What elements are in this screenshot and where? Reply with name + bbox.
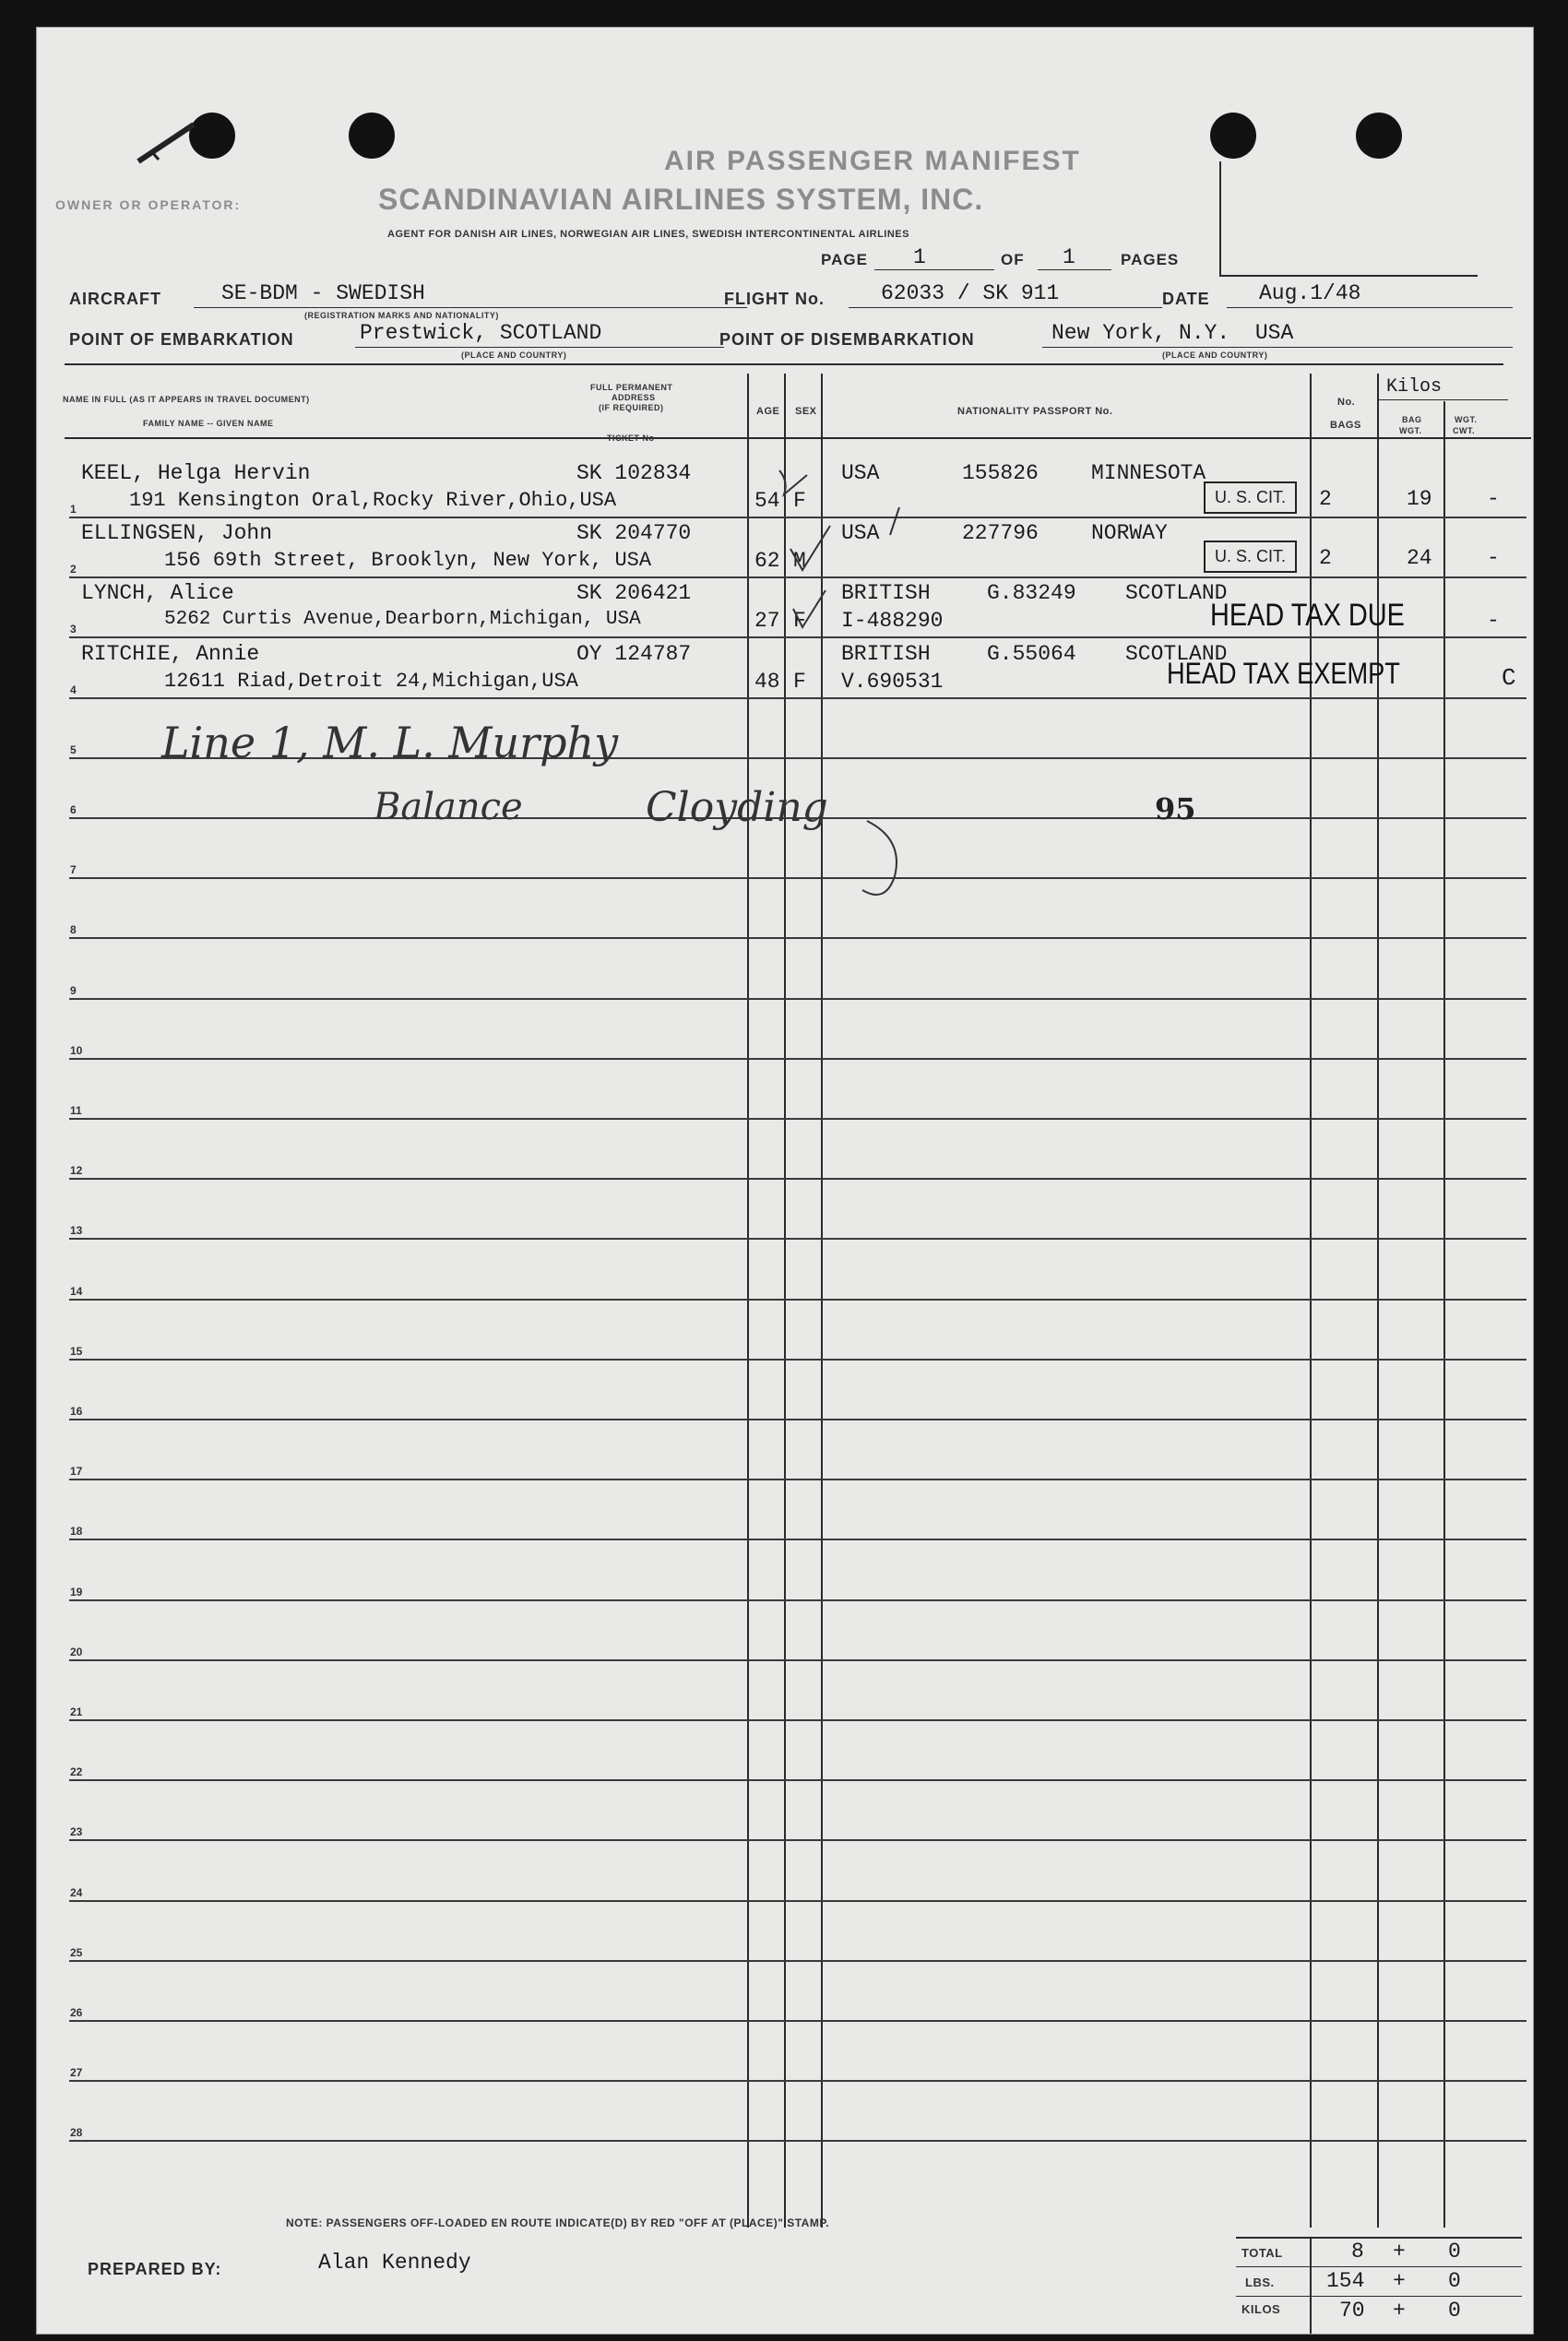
totals-rule: [1236, 2237, 1522, 2239]
passenger-sex: F: [793, 489, 806, 513]
col-wgtcwt-header: WGT.: [1455, 415, 1478, 424]
passenger-ticket: SK 102834: [576, 461, 692, 485]
passenger-extra: SCOTLAND: [1125, 642, 1228, 666]
row-number: 13: [70, 1224, 83, 1237]
prepared-by-label: PREPARED BY:: [88, 2260, 222, 2278]
row-rule: [69, 877, 1526, 879]
row-number: 26: [70, 2006, 83, 2019]
row-number: 20: [70, 1646, 83, 1658]
passenger-sex: F: [793, 609, 806, 633]
operator-label: OWNER OR OPERATOR:: [55, 197, 242, 212]
operator-name: SCANDINAVIAN AIRLINES SYSTEM, INC.: [378, 183, 984, 216]
col-age-header: AGE: [756, 406, 780, 417]
page-number: 95: [1155, 791, 1196, 826]
disembarkation-value: New York, N.Y. USA: [1051, 321, 1294, 345]
row-number: 23: [70, 1825, 83, 1838]
aircraft-underline: [194, 307, 747, 308]
agent-line: AGENT FOR DANISH AIR LINES, NORWEGIAN AIR LINES, SWEDISH INTERCONTINENTAL AIRLINES: [387, 229, 909, 240]
row-number: 21: [70, 1705, 83, 1718]
row-rule: [69, 998, 1526, 1000]
kilos-heading: Kilos: [1386, 376, 1443, 398]
punch-hole: [1356, 113, 1402, 159]
us-citizen-stamp: U. S. CIT.: [1204, 541, 1297, 573]
kilos-value: 70: [1339, 2299, 1365, 2323]
prepared-by-value: Alan Kennedy: [318, 2251, 471, 2275]
passenger-name: LYNCH, Alice: [81, 581, 234, 605]
passenger-bag-weight: 19: [1407, 487, 1432, 511]
col-bagwgt-header-2: WGT.: [1399, 426, 1422, 435]
passenger-extra: MINNESOTA: [1091, 461, 1206, 485]
page-label: PAGE: [821, 251, 868, 268]
passenger-bags: 2: [1319, 546, 1332, 570]
embark-underline: [355, 347, 724, 348]
row-number: 18: [70, 1525, 83, 1538]
row-number: 12: [70, 1164, 83, 1177]
passenger-nationality: USA: [841, 521, 880, 545]
lbs-plus-value: 0: [1448, 2269, 1461, 2293]
aircraft-caption: (REGISTRATION MARKS AND NATIONALITY): [304, 311, 499, 320]
bracket-line: [1219, 161, 1221, 277]
row-rule: [69, 2140, 1526, 2142]
passenger-address: 191 Kensington Oral,Rocky River,Ohio,USA: [129, 489, 617, 512]
passenger-sex: M: [793, 549, 806, 573]
row-number: 24: [70, 1886, 83, 1899]
kilos-label: KILOS: [1241, 2302, 1281, 2316]
row-rule: [69, 1839, 1526, 1841]
form-title: AIR PASSENGER MANIFEST: [664, 146, 1081, 176]
head-tax-exempt-stamp: HEAD TAX EXEMPT: [1167, 657, 1400, 690]
row-number: 8: [70, 923, 77, 936]
row-rule: [69, 1058, 1526, 1060]
row-number: 4: [70, 683, 77, 696]
passenger-ticket: SK 206421: [576, 581, 692, 605]
passenger-wgt-cwt: -: [1487, 487, 1500, 511]
row-rule: [69, 1539, 1526, 1540]
passenger-age: 27: [754, 609, 780, 633]
passenger-address: 156 69th Street, Brooklyn, New York, USA: [164, 549, 652, 572]
totals-rule: [1236, 2266, 1522, 2267]
passenger-nationality: BRITISH: [841, 581, 931, 605]
bracket-line: [1219, 275, 1478, 277]
row-rule: [69, 1359, 1526, 1361]
row-number: 11: [70, 1104, 82, 1117]
punch-hole: [1210, 113, 1256, 159]
embarkation-caption: (PLACE AND COUNTRY): [461, 351, 567, 360]
col-wgtcwt-header-2: CWT.: [1453, 426, 1475, 435]
col-nationality-header: NATIONALITY PASSPORT No.: [957, 406, 1113, 417]
passenger-name: RITCHIE, Annie: [81, 642, 260, 666]
row-rule: [69, 1118, 1526, 1120]
row-number: 28: [70, 2126, 83, 2139]
passenger-name: ELLINGSEN, John: [81, 521, 273, 545]
pages-label: PAGES: [1121, 251, 1180, 268]
row-rule: [69, 1479, 1526, 1480]
row-rule: [69, 937, 1526, 939]
row-number: 9: [70, 984, 77, 997]
passenger-address: 5262 Curtis Avenue,Dearborn,Michigan, USA: [164, 609, 641, 630]
col-name-header: NAME IN FULL (AS IT APPEARS IN TRAVEL DOCUMENT): [63, 395, 310, 404]
of-underline: [1038, 269, 1111, 270]
total-plus-sign: +: [1393, 2240, 1406, 2264]
row-rule: [69, 2080, 1526, 2082]
row-number: 5: [70, 743, 77, 756]
row-number: 10: [70, 1044, 83, 1057]
page-value: 1: [913, 245, 926, 269]
passenger-age: 62: [754, 549, 780, 573]
row-rule: [69, 1599, 1526, 1601]
disembarkation-label: POINT OF DISEMBARKATION: [719, 330, 975, 349]
row-number: 27: [70, 2066, 83, 2079]
table-top-rule: [65, 363, 1503, 365]
handwritten-signature: Cloyding: [646, 784, 828, 831]
col-bagwgt-header: BAG: [1402, 415, 1422, 424]
passenger-address: 12611 Riad,Detroit 24,Michigan,USA: [164, 670, 578, 693]
totals-divider: [1310, 2237, 1312, 2334]
row-rule: [69, 1779, 1526, 1781]
passenger-extra: NORWAY: [1091, 521, 1168, 545]
passenger-wgt-cwt: -: [1487, 546, 1500, 570]
punch-hole: [349, 113, 395, 159]
row-number: 6: [70, 803, 77, 816]
lbs-value: 154: [1326, 2269, 1365, 2293]
flight-value: 62033 / SK 911: [881, 281, 1060, 305]
row-rule: [69, 1178, 1526, 1180]
col-address-header: FULL PERMANENT: [590, 383, 673, 392]
embarkation-value: Prestwick, SCOTLAND: [360, 321, 602, 345]
row-rule: [69, 1960, 1526, 1962]
passenger-passport: G.55064: [987, 642, 1076, 666]
row-rule: [69, 1419, 1526, 1420]
row-number: 7: [70, 863, 77, 876]
passenger-wgt-cwt: -: [1487, 609, 1500, 633]
flight-label: FLIGHT No.: [724, 290, 825, 308]
row-number: 15: [70, 1345, 83, 1358]
flight-underline: [849, 307, 1162, 308]
passenger-passport-2: V.690531: [841, 670, 944, 694]
passenger-extra: SCOTLAND: [1125, 581, 1228, 605]
check-mark-icon: [752, 461, 862, 701]
manifest-sheet: [37, 28, 1533, 2334]
staple-mark-icon: [129, 115, 212, 171]
date-value: Aug.1/48: [1259, 281, 1361, 305]
row-rule: [69, 1238, 1526, 1240]
total-value: 8: [1351, 2240, 1364, 2264]
disembark-underline: [1042, 347, 1513, 348]
signature-flourish-icon: [849, 802, 950, 913]
col-divider-bagwgt: [1443, 401, 1445, 2228]
lbs-plus-sign: +: [1393, 2269, 1406, 2293]
col-bags-header-2: BAGS: [1330, 420, 1361, 431]
date-underline: [1227, 307, 1513, 308]
row-rule: [69, 1299, 1526, 1301]
total-label: TOTAL: [1241, 2246, 1283, 2260]
col-name-subheader: FAMILY NAME -- GIVEN NAME: [143, 419, 274, 428]
col-address-header-2: ADDRESS: [612, 393, 656, 402]
disembarkation-caption: (PLACE AND COUNTRY): [1162, 351, 1268, 360]
col-divider-nationality: [1310, 374, 1312, 2228]
row-rule: [69, 1659, 1526, 1661]
row-number: 17: [70, 1465, 83, 1478]
col-divider-name: [747, 374, 749, 2228]
passenger-bags: 2: [1319, 487, 1332, 511]
offload-note: NOTE: PASSENGERS OFF-LOADED EN ROUTE INDICATE(D) BY RED "OFF AT (PLACE)" STAMP.: [286, 2216, 830, 2229]
us-citizen-stamp: U. S. CIT.: [1204, 481, 1297, 514]
passenger-passport: G.83249: [987, 581, 1076, 605]
row-number: 22: [70, 1765, 83, 1778]
row-number: 2: [70, 563, 77, 576]
total-plus-value: 0: [1448, 2240, 1461, 2264]
col-ticket-header: TICKET No: [607, 434, 655, 443]
row-number: 16: [70, 1405, 83, 1418]
of-value: 1: [1063, 245, 1075, 269]
passenger-nationality: USA: [841, 461, 880, 485]
date-label: DATE: [1162, 290, 1210, 308]
passenger-passport-2: I-488290: [841, 609, 944, 633]
aircraft-label: AIRCRAFT: [69, 290, 161, 308]
row-number: 1: [70, 503, 77, 516]
passenger-nationality: BRITISH: [841, 642, 931, 666]
row-rule: [69, 1900, 1526, 1902]
totals-rule: [1236, 2296, 1522, 2297]
row-rule: [69, 2020, 1526, 2022]
passenger-age: 54: [754, 489, 780, 513]
col-bags-header: No.: [1337, 397, 1356, 408]
check-mark-icon: [872, 498, 927, 553]
passenger-passport: 227796: [962, 521, 1039, 545]
kilos-plus-sign: +: [1393, 2299, 1406, 2323]
head-tax-due-stamp: HEAD TAX DUE: [1210, 598, 1405, 633]
passenger-age: 48: [754, 670, 780, 694]
handwritten-note: Balance: [374, 786, 523, 828]
row-number: 25: [70, 1946, 83, 1959]
handwritten-note: Line 1, M. L. Murphy: [161, 718, 619, 767]
passenger-ticket: OY 124787: [576, 642, 692, 666]
kilos-underline: [1379, 399, 1508, 400]
aircraft-value: SE-BDM - SWEDISH: [221, 281, 425, 305]
embarkation-label: POINT OF EMBARKATION: [69, 330, 294, 349]
lbs-label: LBS.: [1245, 2276, 1275, 2289]
passenger-ticket: SK 204770: [576, 521, 692, 545]
col-divider-bags: [1377, 374, 1379, 2228]
passenger-passport: 155826: [962, 461, 1039, 485]
col-sex-header: SEX: [795, 406, 817, 417]
page-underline: [874, 269, 994, 270]
row-rule: [69, 1719, 1526, 1721]
row-number: 14: [70, 1285, 83, 1298]
stamp-suffix: C: [1502, 664, 1516, 692]
passenger-sex: F: [793, 670, 806, 694]
kilos-plus-value: 0: [1448, 2299, 1461, 2323]
of-label: OF: [1001, 251, 1025, 268]
row-number: 19: [70, 1586, 83, 1598]
row-number: 3: [70, 623, 77, 636]
passenger-bag-weight: 24: [1407, 546, 1432, 570]
col-address-header-3: (IF REQUIRED): [599, 403, 664, 412]
passenger-name: KEEL, Helga Hervin: [81, 461, 311, 485]
